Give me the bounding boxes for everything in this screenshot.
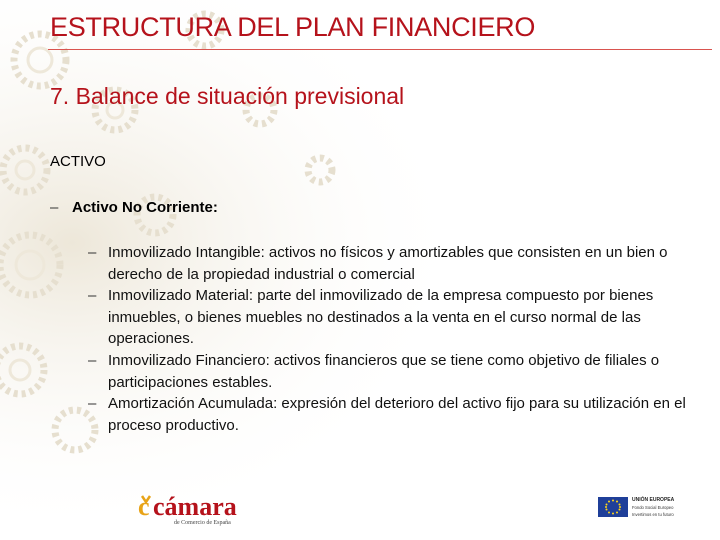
bullet-marker: – xyxy=(88,351,97,369)
camara-logo-tagline: de Comercio de España xyxy=(174,520,231,526)
eu-logo-line2: Fondo Social Europeo xyxy=(632,505,674,510)
eu-logo-line3: Invertimos en tu futuro xyxy=(632,512,674,517)
sub-bullet-text: Amortización Acumulada: expresión del deterioro del activo fijo para su utilización en el proceso productivo. xyxy=(108,395,686,434)
sub-bullet-item xyxy=(88,285,688,350)
sub-bullet-item xyxy=(88,393,688,436)
sub-bullet-text: Inmovilizado Financiero: activos financieros que se tiene como objetivo de filiales o participaciones estables. xyxy=(108,351,660,391)
eu-logo-line1: UNIÓN EUROPEA xyxy=(632,497,675,503)
bullet-marker: – xyxy=(88,287,97,305)
slide-subtitle: 7. Balance de situación previsional xyxy=(50,83,405,109)
sub-bullet-list xyxy=(88,242,688,436)
sub-bullet-item xyxy=(88,242,688,285)
eu-fund-logo xyxy=(598,494,690,522)
slide-title: ESTRUCTURA DEL PLAN FINANCIERO xyxy=(50,12,536,42)
title-divider xyxy=(48,49,712,50)
sub-bullet-text: Inmovilizado Material: parte del inmovilizado de la empresa compuesto por bienes inmuebles, o bienes muebles no destinados a la venta en el curso normal de las operaciones. xyxy=(108,287,654,348)
svg-text:c: c xyxy=(138,492,150,521)
main-bullet-text: Activo No Corriente: xyxy=(72,199,218,216)
bullet-marker: – xyxy=(88,244,97,261)
bullet-marker: – xyxy=(88,395,97,413)
bullet-marker: – xyxy=(50,199,59,216)
camara-logo xyxy=(136,490,276,526)
sub-bullet-item xyxy=(88,350,688,393)
camara-logo-wordmark: cámara xyxy=(153,492,237,521)
section-heading: ACTIVO xyxy=(50,153,106,170)
sub-bullet-text: Inmovilizado Intangible: activos no físicos y amortizables que consisten en un bien o derecho de la propiedad industrial o comercial xyxy=(108,244,668,283)
